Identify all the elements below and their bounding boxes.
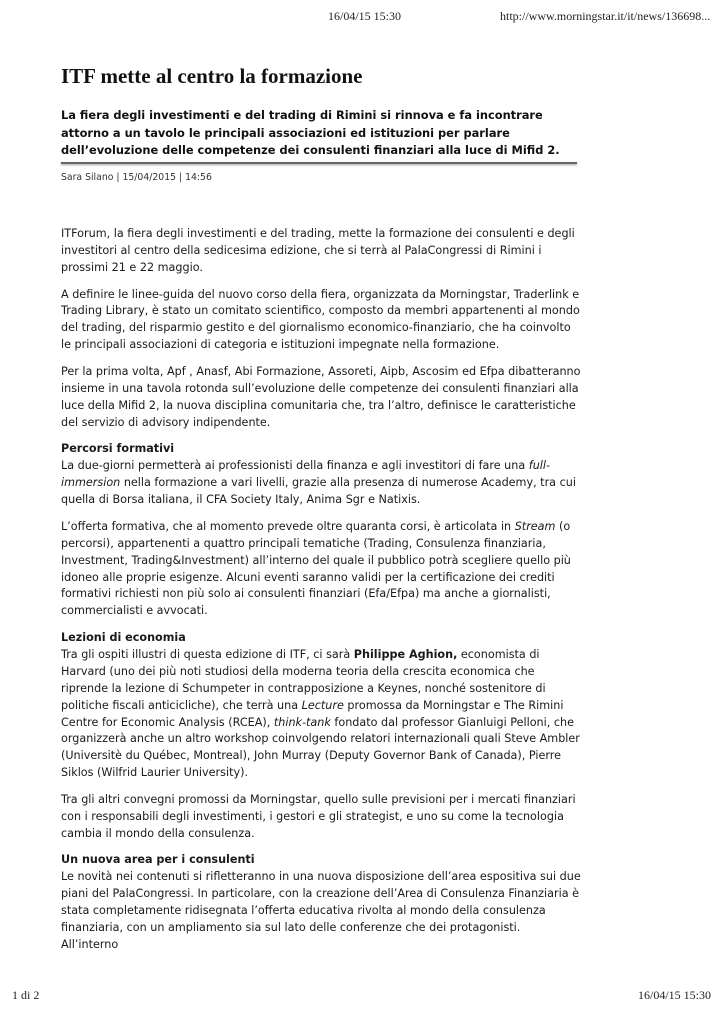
- print-header-datetime: 16/04/15 15:30: [328, 9, 402, 23]
- print-footer-datetime: 16/04/15 15:30: [638, 988, 712, 1002]
- paragraph-area-consulenza: Le novità nei contenuti si rifletteranno in una nuova disposizione dell’area espositiva sui due piani del PalaCongressi. In particolare, con la creazione dell’Area di Consulenza Finanziaria è stata completamente ridisegnata l’offerta educativa rivolta al mondo della consulenza finanziaria, con un ampliamento sia sul lato delle conferenze che dei protagonisti. All’interno: [61, 870, 581, 952]
- text-segment: nella formazione a vari livelli, grazie alla presenza di numerose Academy, tra cui quella di Borsa italiana, il CFA Society Italy, Anima Sgr e Natixis.: [61, 476, 576, 507]
- text-segment: economista di Harvard (uno dei più noti studiosi della moderna teoria della crescita economica che riprende la lezione di Schumpeter in contrapposizione a Keynes, nonché sostenitore di politiche fiscali anticicliche), che terrà una: [61, 647, 546, 712]
- text-segment: promossa da Morningstar e The Rimini Centre for Economic Analysis (RCEA),: [61, 698, 564, 729]
- text-segment: La due-giorni permetterà ai professionisti della finanza e agli investitori di fare una: [61, 459, 529, 473]
- article-body: [61, 226, 581, 964]
- page-number: 1 di 2: [12, 988, 40, 1002]
- text-segment: Tra gli ospiti illustri di questa edizione di ITF, ci sarà: [61, 647, 354, 661]
- italic-term: think-tank: [273, 715, 331, 729]
- section-heading-nuova-area: Un nuova area per i consulenti: [61, 853, 255, 867]
- print-header-url: http://www.morningstar.it/it/news/136698...: [500, 9, 711, 23]
- text-segment: fondato dal professor Gianluigi Pelloni, che organizzerà anche un altro workshop coinvolgendo relatori internazionali quali Steve Ambler (Universitè du Québec, Montreal), John Murray (Deputy Governor Bank of Canada), Pierre Siklos (Wilfrid Laurier University).: [61, 715, 580, 780]
- article-lead: La fiera degli investimenti e del trading di Rimini si rinnova e fa incontrare attorno a un tavolo le principali associazioni ed istituzioni per parlare dell’evoluzione delle competenze dei consulenti finanziari alla luce di Mifid 2.: [61, 108, 560, 157]
- print-header: [0, 9, 725, 25]
- print-footer: [0, 988, 725, 1004]
- text-segment: (o percorsi), appartenenti a quattro principali tematiche (Trading, Consulenza finanziaria, Investment, Trading&Investment) all’interno del quale il pubblico potrà scegliere quello più idoneo alle proprie esigenze. Alcuni eventi saranno validi per la certificazione dei crediti formativi richiesti non più solo ai consulenti finanziari (Efa/Efpa) ma anche a giornalisti, commercialisti e avvocati.: [61, 519, 571, 618]
- section-heading-percorsi: Percorsi formativi: [61, 442, 175, 456]
- paragraph-offerta: [61, 519, 581, 620]
- article-title: ITF mette al centro la formazione: [61, 64, 363, 88]
- bold-name: Philippe Aghion,: [353, 647, 458, 661]
- paragraph-convegni: Tra gli altri convegni promossi da Morningstar, quello sulle previsioni per i mercati finanziari con i responsabili degli investimenti, i gestori e gli strategist, e uno su come la tecnologia cambia il mondo della consulenza.: [61, 792, 576, 840]
- italic-term: full-immersion: [61, 459, 551, 490]
- paragraph-round-table: Per la prima volta, Apf , Anasf, Abi Formazione, Assoreti, Aipb, Ascosim ed Efpa dibatteranno insieme in una tavola rotonda sull’evoluzione delle competenze dei consulenti finanziari alla luce della Mifid 2, la nuova disciplina comunitaria che, tra l’altro, definisce le caratteristiche del servizio di advisory indipendente.: [61, 364, 581, 429]
- paragraph-full-immersion: [61, 458, 581, 509]
- italic-term: Stream: [514, 519, 556, 533]
- section-heading-lezioni: Lezioni di economia: [61, 631, 186, 645]
- italic-term: Lecture: [301, 698, 344, 712]
- paragraph-intro: ITForum, la fiera degli investimenti e del trading, mette la formazione dei consulenti e degli investitori al centro della sedicesima edizione, che si terrà al PalaCongressi di Rimini i prossimi 21 e 22 maggio.: [61, 227, 575, 274]
- text-segment: L’offerta formativa, che al momento prevede oltre quaranta corsi, è articolata in: [61, 519, 515, 533]
- paragraph-aghion: [61, 647, 581, 782]
- title-divider: [61, 162, 577, 164]
- paragraph-committee: A definire le linee-guida del nuovo corso della fiera, organizzata da Morningstar, Traderlink e Trading Library, è stato un comitato scientifico, composto da membri appartenenti al mondo del trading, del risparmio gestito e del giornalismo economico-finanziario, che ha coinvolto le principali associazioni di categoria e istituzioni impegnate nella formazione.: [61, 287, 580, 352]
- article-byline: Sara Silano | 15/04/2015 | 14:56: [61, 172, 212, 183]
- article: [61, 62, 581, 952]
